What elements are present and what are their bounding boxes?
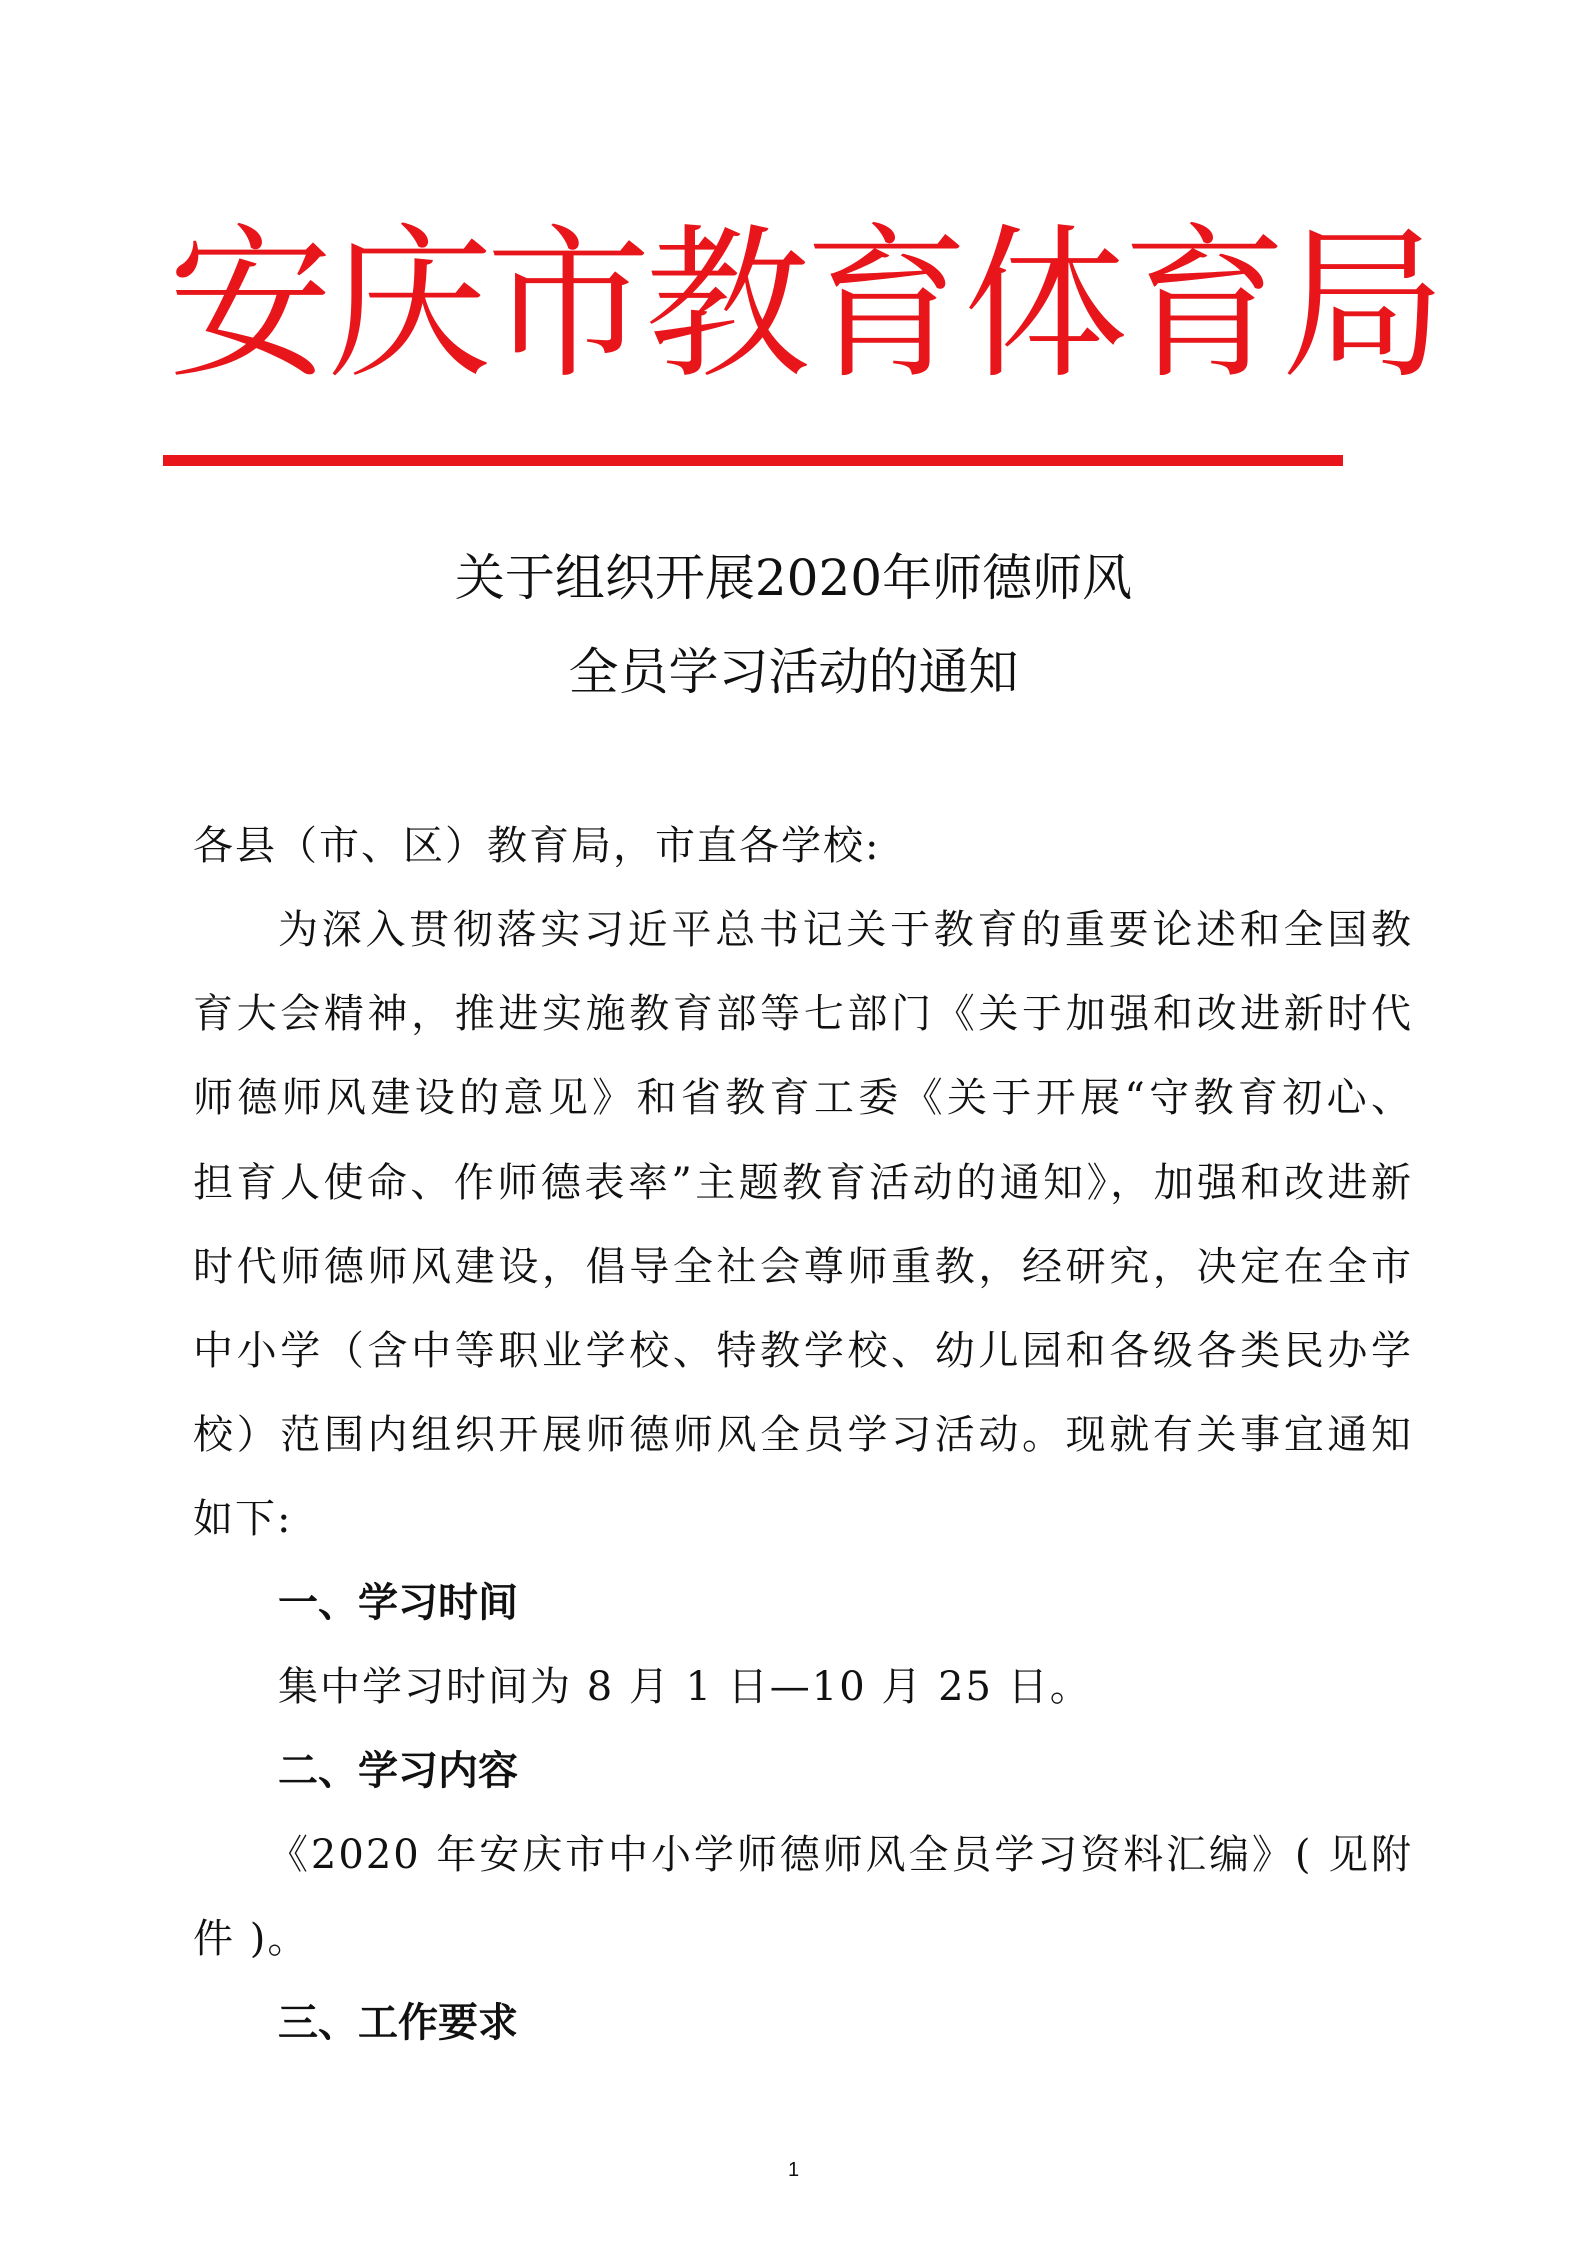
document-title-line-1: 关于组织开展2020年师德师风 [454,549,1133,607]
intro-line-7: 校）范围内组织开展师德师风全员学习活动。现就有关事宜通知 [193,1412,1413,1458]
section-heading-schedule: 一、学习时间 [278,1580,518,1626]
red-header-rule [163,455,1343,466]
section-body-schedule: 集中学习时间为 8 月 1 日—10 月 25 日。 [278,1664,1092,1710]
intro-line-1: 为深入贯彻落实习近平总书记关于教育的重要论述和全国教 [278,907,1413,953]
section-body-content-line-1: 《2020 年安庆市中小学师德师风全员学习资料汇编》( 见附 [268,1832,1413,1878]
intro-line-5: 时代师德师风建设，倡导全社会尊师重教，经研究，决定在全市 [193,1244,1413,1290]
section-body-content-line-2: 件 )。 [193,1916,310,1962]
intro-line-2: 育大会精神，推进实施教育部等七部门《关于加强和改进新时代 [193,991,1413,1037]
section-heading-content: 二、学习内容 [278,1748,518,1794]
intro-line-3: 师德师风建设的意见》和省教育工委《关于开展“守教育初心、 [193,1075,1413,1121]
salutation: 各县（市、区）教育局，市直各学校: [193,823,881,869]
section-heading-requirements: 三、工作要求 [278,2000,518,2046]
intro-line-8: 如下: [193,1496,293,1542]
intro-line-4: 担育人使命、作师德表率”主题教育活动的通知》，加强和改进新 [193,1160,1413,1206]
page-number: 1 [787,2159,800,2181]
issuer-masthead: 安庆市教育体育局 [168,209,1440,401]
intro-line-6: 中小学（含中等职业学校、特教学校、幼儿园和各级各类民办学 [193,1328,1413,1374]
document-title-line-2: 全员学习活动的通知 [568,643,1019,701]
